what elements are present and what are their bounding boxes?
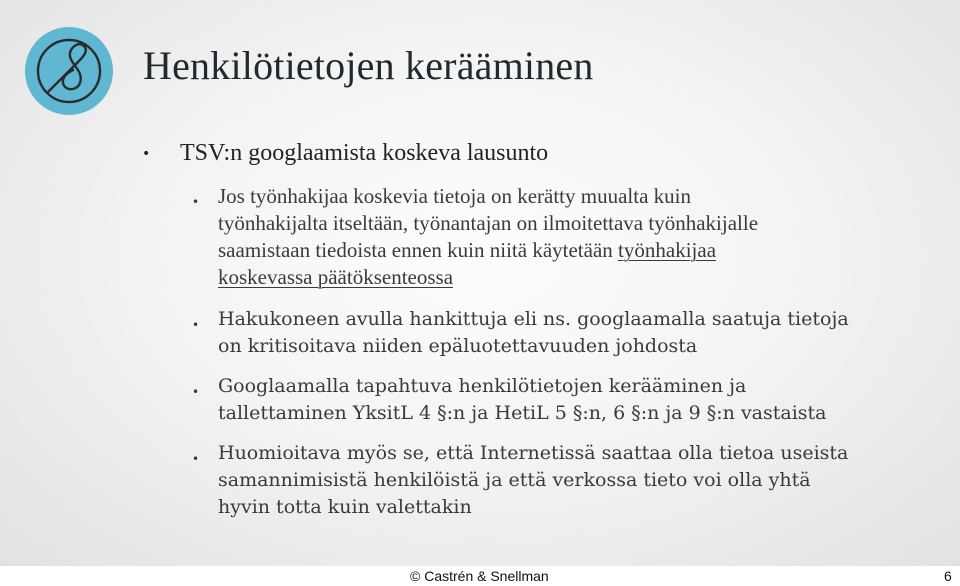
bullet-4-line-2: samannimisistä henkilöistä ja että verkossa tieto voi olla yhtä [218,469,811,491]
bullet-1-line-1: Jos työnhakijaa koskevia tietoja on kerätty muualta kuin [218,184,691,208]
bullet-4-line-1: Huomioitava myös se, että Internetissä saattaa olla tietoa useista [218,442,849,464]
page-number: 6 [944,568,952,584]
bullet-3-line-2: tallettaminen YksitL 4 §:n ja HetiL 5 §:n, 6 §:n ja 9 §:n vastaista [218,402,827,424]
bullet-1-line-4: koskevassa päätöksenteossa [218,265,454,289]
bullet-heading [142,140,549,167]
bullet-1-line-2: työnhakijalta itseltään, työnantajan on ilmoitettava työnhakijalle [218,211,759,235]
slide-title: Henkilötietojen kerääminen [143,43,594,88]
bullet-item-4 [192,440,849,521]
bullet-item-1 [192,183,759,291]
castren-snellman-logo-icon [24,26,114,116]
slide-footer [0,566,960,586]
bullet-item-2 [192,306,849,360]
bullet-2-line-2: on kritisoitava niiden epäluotettavuuden johdosta [218,335,698,357]
bullet-1-underlined-word: työnhakijaa [618,238,717,262]
bullet-2-line-1: Hakukoneen avulla hankittuja eli ns. googlaamalla saatuja tietoja [218,308,849,330]
copyright-text: © Castrén & Snellman [410,568,549,584]
bullet-dot: • [192,318,200,332]
bullet-item-3 [192,373,827,427]
heading-text: TSV:n googlaamista koskeva lausunto [180,140,549,166]
bullet-dot: • [192,195,200,209]
bullet-1-line-3: saamistaan tiedoista ennen kuin niitä käytetään [218,238,619,262]
bullet-3-line-1: Googlaamalla tapahtuva henkilötietojen kerääminen ja [218,375,747,397]
bullet-dot: • [192,452,200,466]
bullet-dot: • [192,385,200,399]
bullet-dot: • [142,146,151,162]
bullet-4-line-3: hyvin totta kuin valettakin [218,496,472,518]
